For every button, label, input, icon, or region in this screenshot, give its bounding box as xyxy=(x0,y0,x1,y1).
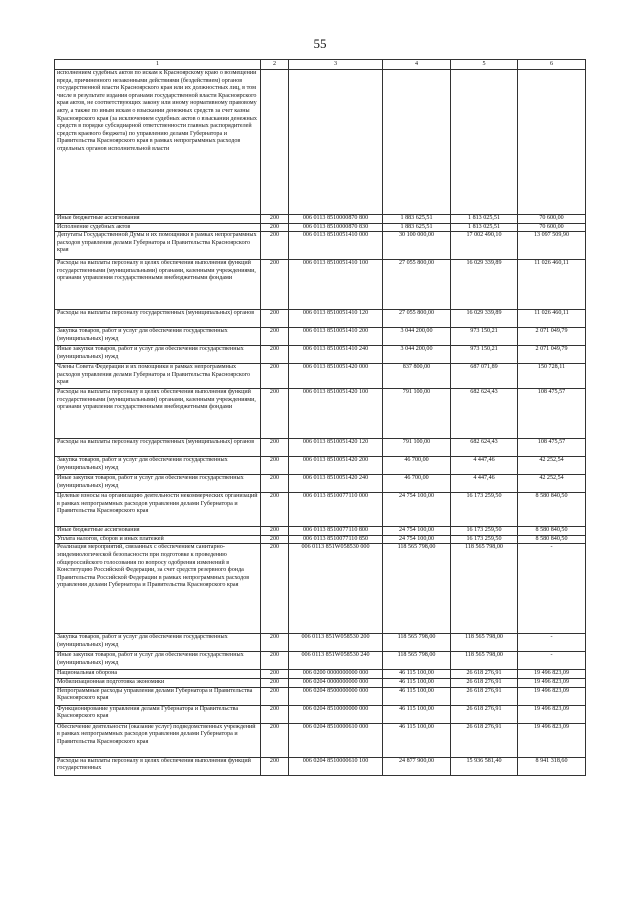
table-row xyxy=(55,223,586,232)
row-name: Расходы на выплаты персоналу государственных (муниципальных) органов xyxy=(55,439,261,457)
table-row xyxy=(55,232,586,260)
table-row xyxy=(55,70,586,215)
row-plan: 1 883 625,51 xyxy=(383,223,451,232)
row-name: Исполнение судебных актов xyxy=(55,223,261,232)
row-code: 006 0204 8510000000 000 xyxy=(289,705,383,723)
row-col2: 200 xyxy=(261,475,289,493)
row-col2: 200 xyxy=(261,346,289,364)
row-plan: 3 044 200,00 xyxy=(383,328,451,346)
table-row xyxy=(55,652,586,670)
row-remain: 19 496 823,09 xyxy=(518,670,586,679)
row-remain: 19 496 823,09 xyxy=(518,705,586,723)
row-plan xyxy=(383,70,451,215)
row-code: 006 0113 8510051410 120 xyxy=(289,310,383,328)
row-remain: 8 580 840,50 xyxy=(518,493,586,527)
row-exec: 118 565 798,00 xyxy=(451,544,518,634)
row-remain: 8 580 840,50 xyxy=(518,527,586,536)
row-col2: 200 xyxy=(261,457,289,475)
row-code: 006 0113 8510051420 000 xyxy=(289,364,383,389)
table-row xyxy=(55,475,586,493)
table-row xyxy=(55,328,586,346)
row-name: Расходы на выплаты персоналу в целях обеспечения выполнения функций государственных xyxy=(55,757,261,775)
row-code: 006 0113 8510051410 000 xyxy=(289,232,383,260)
row-name: Члены Совета Федерации и их помощники в рамках непрограммных расходов управления делами Губернатора и Правительства Красноярского края xyxy=(55,364,261,389)
table-row xyxy=(55,544,586,634)
row-plan: 46 115 100,00 xyxy=(383,723,451,757)
row-name: Непрограммные расходы управления делами Губернатора и Правительства Красноярского края xyxy=(55,687,261,705)
table-row xyxy=(55,215,586,224)
table-row xyxy=(55,310,586,328)
row-code: 006 0113 851W058530 200 xyxy=(289,634,383,652)
row-col2: 200 xyxy=(261,544,289,634)
row-code: 006 0204 8500000000 000 xyxy=(289,687,383,705)
row-exec: 973 150,21 xyxy=(451,328,518,346)
row-exec: 4 447,46 xyxy=(451,457,518,475)
row-plan: 24 754 100,00 xyxy=(383,527,451,536)
row-exec: 1 813 025,51 xyxy=(451,215,518,224)
row-plan: 46 700,00 xyxy=(383,457,451,475)
row-name: Закупка товаров, работ и услуг для обеспечения государственных (муниципальных) нужд xyxy=(55,457,261,475)
row-exec: 118 565 798,00 xyxy=(451,634,518,652)
row-col2: 200 xyxy=(261,310,289,328)
row-remain: 108 475,57 xyxy=(518,439,586,457)
row-plan: 3 044 200,00 xyxy=(383,346,451,364)
row-remain: 42 252,54 xyxy=(518,457,586,475)
row-exec: 15 936 581,40 xyxy=(451,757,518,775)
table-row xyxy=(55,687,586,705)
table-row xyxy=(55,670,586,679)
row-plan: 24 877 900,00 xyxy=(383,757,451,775)
row-name: Иные закупки товаров, работ и услуг для обеспечения государственных (муниципальных) нужд xyxy=(55,475,261,493)
row-remain: 2 071 049,79 xyxy=(518,346,586,364)
row-code: 006 0113 8510077110 850 xyxy=(289,535,383,544)
row-exec: 26 618 276,91 xyxy=(451,670,518,679)
page-number: 55 xyxy=(313,36,327,51)
row-remain: 8 941 318,60 xyxy=(518,757,586,775)
row-code: 006 0113 851W058530 240 xyxy=(289,652,383,670)
row-remain: 13 097 509,90 xyxy=(518,232,586,260)
row-exec: 16 029 339,89 xyxy=(451,260,518,310)
row-remain: 150 728,11 xyxy=(518,364,586,389)
table-row xyxy=(55,260,586,310)
row-name: Иные бюджетные ассигнования xyxy=(55,527,261,536)
table-header-row xyxy=(55,60,586,70)
row-name: исполнением судебных актов по искам к Красноярскому краю о возмещении вреда, причиненного незаконными действиями (бездействием) органов государственной власти Красноярского края или их должностных лиц, в том числе в результате издания органами государственной власти Красноярского края актов, не соответствующих закону или иному нормативному правовому акту, а также по иным искам о взыскании денежных средств за счет казны Красноярского края (за исключением судебных актов о взыскании денежных средств в порядке субсидиарной ответственности главных распорядителей средств краевого бюджета) по управлению делами Губернатора и Правительства Красноярского края в рамках непрограммных расходов отдельных органов исполнительной власти xyxy=(55,70,261,215)
row-exec: 26 618 276,91 xyxy=(451,705,518,723)
row-col2: 200 xyxy=(261,493,289,527)
row-exec: 16 029 339,89 xyxy=(451,310,518,328)
row-exec: 16 173 259,50 xyxy=(451,527,518,536)
header-col-6: 6 xyxy=(518,60,586,70)
table-row xyxy=(55,634,586,652)
row-name: Уплата налогов, сборов и иных платежей xyxy=(55,535,261,544)
row-code: 006 0113 8510051410 200 xyxy=(289,328,383,346)
row-code: 006 0113 8510077110 000 xyxy=(289,493,383,527)
row-code: 006 0113 8510051420 120 xyxy=(289,439,383,457)
row-col2: 200 xyxy=(261,678,289,687)
row-code xyxy=(289,70,383,215)
row-code: 006 0113 8510000870 830 xyxy=(289,223,383,232)
header-col-2: 2 xyxy=(261,60,289,70)
table-row xyxy=(55,723,586,757)
row-code: 006 0200 0000000000 000 xyxy=(289,670,383,679)
row-name: Иные закупки товаров, работ и услуг для обеспечения государственных (муниципальных) нужд xyxy=(55,652,261,670)
row-col2: 200 xyxy=(261,757,289,775)
row-plan: 791 100,00 xyxy=(383,439,451,457)
row-name: Расходы на выплаты персоналу в целях обеспечения выполнения функций государственными (муниципальными) органами, казенными учреждениями, органами управления государственными внебюджетными фондами xyxy=(55,260,261,310)
row-col2: 200 xyxy=(261,687,289,705)
row-exec: 687 071,89 xyxy=(451,364,518,389)
row-plan: 118 565 798,00 xyxy=(383,652,451,670)
row-col2: 200 xyxy=(261,328,289,346)
row-code: 006 0113 8510077110 800 xyxy=(289,527,383,536)
row-exec: 682 624,43 xyxy=(451,389,518,439)
row-plan: 46 115 100,00 xyxy=(383,687,451,705)
row-remain: - xyxy=(518,652,586,670)
table-row xyxy=(55,705,586,723)
row-plan: 118 565 798,00 xyxy=(383,544,451,634)
table-row xyxy=(55,757,586,775)
row-name: Целевые взносы на организацию деятельности некоммерческих организаций в рамках непрограммных расходов управления делами Губернатора и Правительства Красноярского края xyxy=(55,493,261,527)
row-exec: 4 447,46 xyxy=(451,475,518,493)
row-remain: - xyxy=(518,634,586,652)
table-row xyxy=(55,439,586,457)
row-plan: 30 100 000,00 xyxy=(383,232,451,260)
row-plan: 27 055 800,00 xyxy=(383,260,451,310)
row-code: 006 0204 0000000000 000 xyxy=(289,678,383,687)
table-row xyxy=(55,527,586,536)
row-plan: 46 700,00 xyxy=(383,475,451,493)
table-body xyxy=(55,70,586,776)
row-plan: 46 115 100,00 xyxy=(383,678,451,687)
row-code: 006 0113 8510000870 800 xyxy=(289,215,383,224)
row-exec: 26 618 276,91 xyxy=(451,678,518,687)
row-col2: 200 xyxy=(261,223,289,232)
row-col2: 200 xyxy=(261,723,289,757)
row-plan: 46 115 100,00 xyxy=(383,705,451,723)
row-plan: 24 754 100,00 xyxy=(383,493,451,527)
row-exec: 26 618 276,91 xyxy=(451,687,518,705)
row-plan: 118 565 798,00 xyxy=(383,634,451,652)
row-remain: 19 496 823,09 xyxy=(518,687,586,705)
row-exec: 26 618 276,91 xyxy=(451,723,518,757)
row-name: Депутаты Государственной Думы и их помощники в рамках непрограммных расходов управления делами Губернатора и Правительства Красноярского края xyxy=(55,232,261,260)
row-remain: 70 600,00 xyxy=(518,223,586,232)
row-name: Закупка товаров, работ и услуг для обеспечения государственных (муниципальных) нужд xyxy=(55,328,261,346)
row-remain: 19 496 823,09 xyxy=(518,723,586,757)
budget-table xyxy=(54,59,586,776)
row-name: Мобилизационная подготовка экономики xyxy=(55,678,261,687)
row-name: Национальная оборона xyxy=(55,670,261,679)
row-plan: 27 055 800,00 xyxy=(383,310,451,328)
table-row xyxy=(55,346,586,364)
row-plan: 24 754 100,00 xyxy=(383,535,451,544)
row-code: 006 0113 8510051420 200 xyxy=(289,457,383,475)
row-remain: 11 026 460,11 xyxy=(518,310,586,328)
row-col2: 200 xyxy=(261,527,289,536)
row-remain xyxy=(518,70,586,215)
row-remain: 19 496 823,09 xyxy=(518,678,586,687)
header-col-1: 1 xyxy=(55,60,261,70)
row-col2: 200 xyxy=(261,652,289,670)
row-name: Закупка товаров, работ и услуг для обеспечения государственных (муниципальных) нужд xyxy=(55,634,261,652)
row-code: 006 0113 851W058530 000 xyxy=(289,544,383,634)
row-name: Расходы на выплаты персоналу в целях обеспечения выполнения функций государственными (муниципальными) органами, казенными учреждениями, органами управления государственными внебюджетными фондами xyxy=(55,389,261,439)
row-code: 006 0113 8510051420 100 xyxy=(289,389,383,439)
row-name: Функционирование управления делами Губернатора и Правительства Красноярского края xyxy=(55,705,261,723)
row-exec xyxy=(451,70,518,215)
row-code: 006 0113 8510051410 240 xyxy=(289,346,383,364)
row-exec: 16 173 259,50 xyxy=(451,535,518,544)
header-col-4: 4 xyxy=(383,60,451,70)
row-remain: 70 600,00 xyxy=(518,215,586,224)
header-col-5: 5 xyxy=(451,60,518,70)
row-col2: 200 xyxy=(261,705,289,723)
table-row xyxy=(55,493,586,527)
row-col2: 200 xyxy=(261,670,289,679)
table-row xyxy=(55,457,586,475)
row-col2: 200 xyxy=(261,215,289,224)
row-name: Иные закупки товаров, работ и услуг для обеспечения государственных (муниципальных) нужд xyxy=(55,346,261,364)
row-plan: 837 800,00 xyxy=(383,364,451,389)
row-remain: 42 252,54 xyxy=(518,475,586,493)
row-remain: 8 580 840,50 xyxy=(518,535,586,544)
row-code: 006 0113 8510051410 100 xyxy=(289,260,383,310)
table-row xyxy=(55,389,586,439)
row-exec: 682 624,43 xyxy=(451,439,518,457)
row-remain: 11 026 460,11 xyxy=(518,260,586,310)
row-exec: 16 173 259,50 xyxy=(451,493,518,527)
row-exec: 17 002 490,10 xyxy=(451,232,518,260)
row-exec: 1 813 025,51 xyxy=(451,223,518,232)
table-row xyxy=(55,364,586,389)
row-code: 006 0113 8510051420 240 xyxy=(289,475,383,493)
row-code: 006 0204 8510000610 000 xyxy=(289,723,383,757)
row-remain: - xyxy=(518,544,586,634)
table-row xyxy=(55,535,586,544)
row-col2: 200 xyxy=(261,364,289,389)
row-name: Реализация мероприятий, связанных с обеспечением санитарно-эпидемиологической безопасности при подготовке к проведению общероссийского голосования по вопросу одобрения изменений в Конституцию Российской Федерации, за счет средств резервного фонда Правительства Российской Федерации в рамках непрограммных расходов управления делами Губернатора и Правительства Красноярского края xyxy=(55,544,261,634)
row-col2: 200 xyxy=(261,389,289,439)
row-remain: 2 071 049,79 xyxy=(518,328,586,346)
row-plan: 46 115 100,00 xyxy=(383,670,451,679)
table-row xyxy=(55,678,586,687)
row-col2: 200 xyxy=(261,232,289,260)
row-name: Обеспечение деятельности (оказание услуг) подведомственных учреждений в рамках непрограммных расходов управления делами Губернатора и Правительства Красноярского края xyxy=(55,723,261,757)
row-name: Расходы на выплаты персоналу государственных (муниципальных) органов xyxy=(55,310,261,328)
row-plan: 1 883 625,51 xyxy=(383,215,451,224)
row-col2: 200 xyxy=(261,439,289,457)
row-col2: 200 xyxy=(261,535,289,544)
row-col2: 200 xyxy=(261,260,289,310)
row-plan: 791 100,00 xyxy=(383,389,451,439)
header-col-3: 3 xyxy=(289,60,383,70)
row-exec: 118 565 798,00 xyxy=(451,652,518,670)
row-col2: 200 xyxy=(261,634,289,652)
row-code: 006 0204 8510000610 100 xyxy=(289,757,383,775)
row-remain: 108 475,57 xyxy=(518,389,586,439)
row-col2 xyxy=(261,70,289,215)
row-exec: 973 150,21 xyxy=(451,346,518,364)
row-name: Иные бюджетные ассигнования xyxy=(55,215,261,224)
